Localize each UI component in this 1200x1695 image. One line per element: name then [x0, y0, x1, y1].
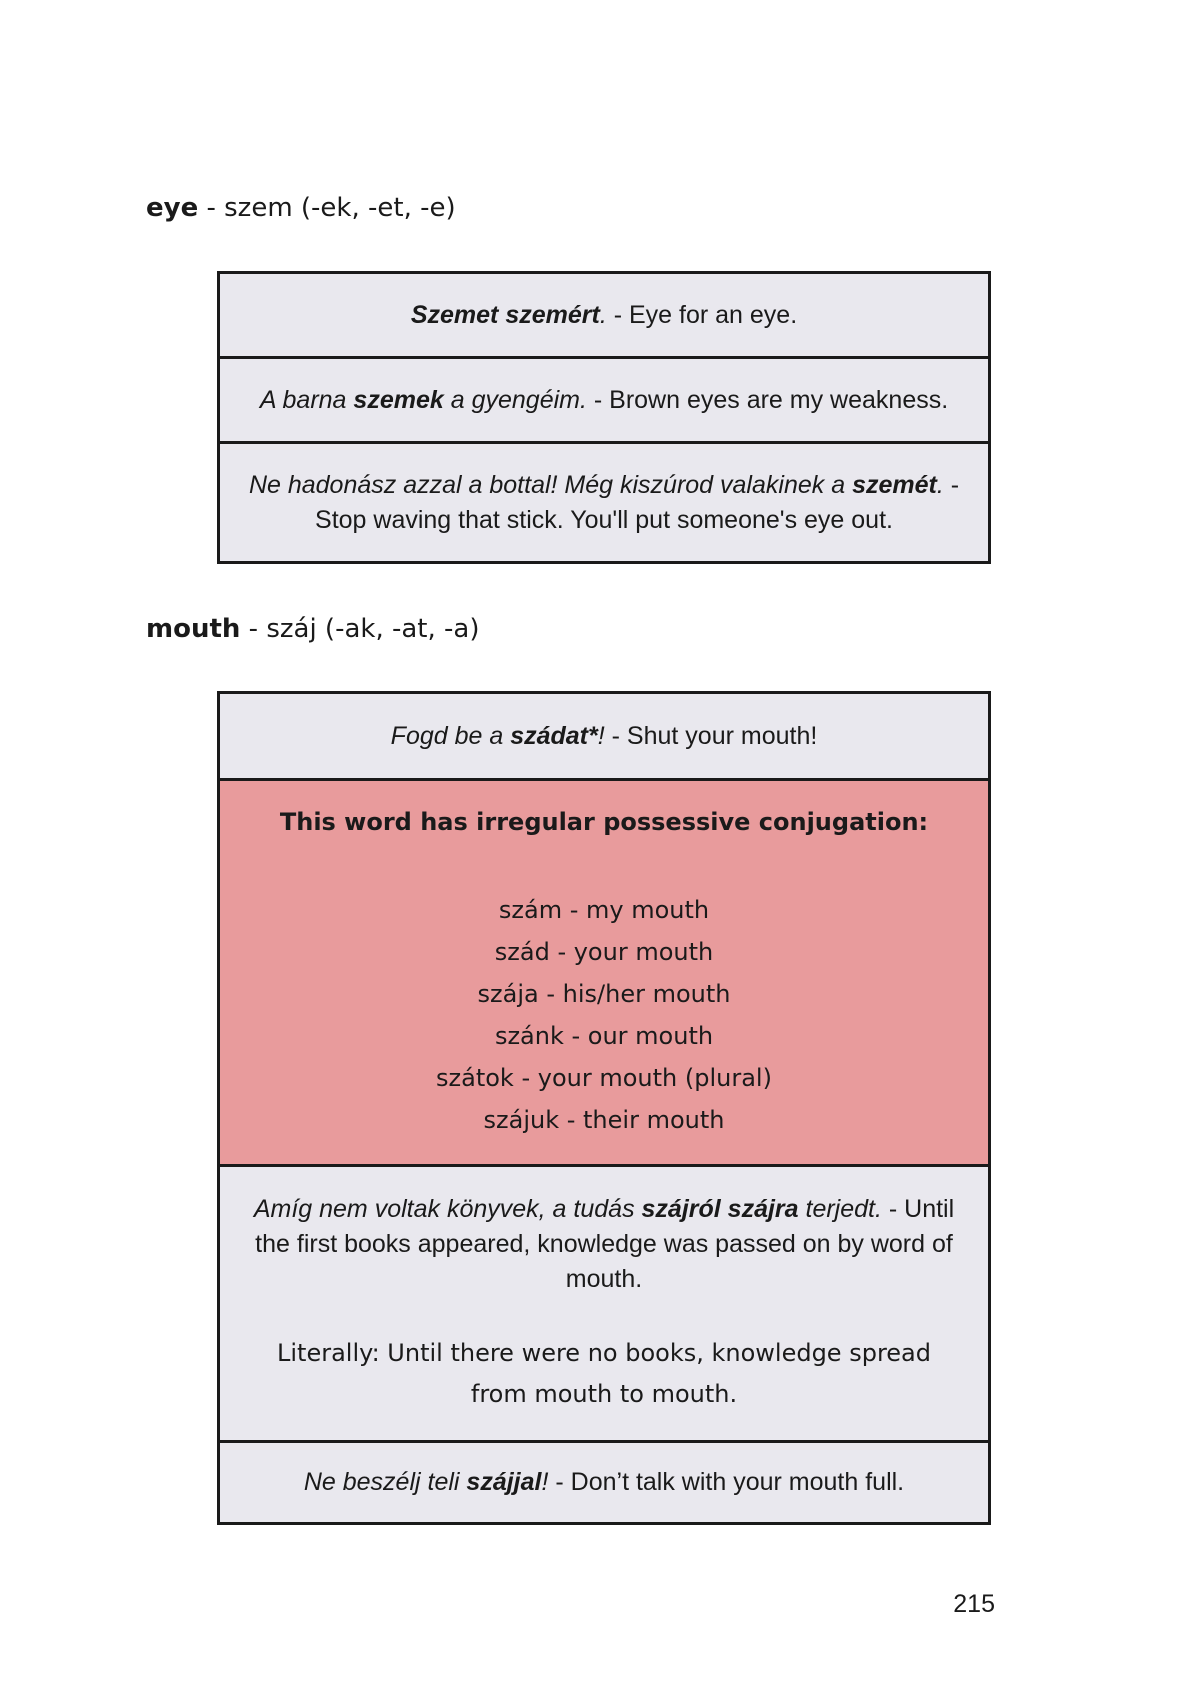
- example-sentence: [411, 298, 797, 333]
- example-row: [220, 694, 988, 778]
- english-translation: - Stop waving that stick. You'll put someone's eye out.: [315, 470, 960, 534]
- english-translation: - Eye for an eye.: [606, 300, 798, 329]
- hungarian-text: [260, 386, 587, 414]
- entry-heading-mouth: [146, 612, 479, 646]
- hungarian-post: !: [541, 1468, 549, 1496]
- example-box-eye: [217, 271, 991, 564]
- conjugation-title: This word has irregular possessive conjugation:: [279, 807, 929, 836]
- hungarian-keyword: szádat*: [510, 721, 598, 750]
- hungarian-pre: Ne beszélj teli: [303, 1468, 467, 1496]
- example-sentence: [234, 1192, 974, 1297]
- hungarian-text: [254, 1195, 882, 1223]
- entry-heading-eye: [146, 191, 456, 225]
- conjugation-note: [220, 778, 988, 1164]
- example-row: [220, 274, 988, 356]
- english-translation: - Until the first books appeared, knowledge was passed on by word of mouth.: [255, 1195, 955, 1293]
- entry-word: mouth: [146, 614, 241, 644]
- conjugation-line: szája - his/her mouth: [477, 979, 731, 1008]
- conjugation-line: szánk - our mouth: [494, 1021, 714, 1050]
- hungarian-text: [391, 722, 605, 750]
- hungarian-pre: Ne hadonász azzal a bottal! Még kiszúrod valakinek a: [248, 470, 853, 499]
- example-box-mouth: [217, 691, 991, 1525]
- example-sentence: [304, 1465, 904, 1500]
- example-row: [220, 1164, 988, 1440]
- example-sentence: [234, 468, 974, 538]
- english-translation: - Don’t talk with your mouth full.: [548, 1468, 905, 1496]
- hungarian-keyword: Szemet szemért: [410, 300, 600, 329]
- hungarian-post: !: [597, 721, 605, 750]
- example-sentence: [260, 383, 948, 418]
- entry-hungarian: - száj (-ak, -at, -a): [240, 614, 480, 644]
- example-sentence: [391, 719, 818, 754]
- conjugation-line: szájuk - their mouth: [483, 1105, 725, 1134]
- hungarian-post: a gyengéim.: [443, 385, 587, 414]
- hungarian-keyword: szemét: [852, 470, 937, 499]
- example-row: [220, 1440, 988, 1522]
- hungarian-text: [249, 471, 944, 499]
- conjugation-line: szátok - your mouth (plural): [436, 1063, 772, 1092]
- hungarian-post: terjedt.: [798, 1195, 882, 1223]
- literal-line: Literally: Until there were no books, knowledge spread: [277, 1339, 931, 1367]
- example-row: [220, 356, 988, 441]
- english-translation: - Brown eyes are my weakness.: [586, 385, 949, 414]
- hungarian-pre: Amíg nem voltak könyvek, a tudás: [253, 1195, 642, 1223]
- hungarian-post: .: [936, 470, 944, 499]
- page-number: 215: [953, 1590, 995, 1618]
- literal-translation: [277, 1333, 931, 1415]
- hungarian-keyword: szájról szájra: [641, 1195, 799, 1223]
- english-translation: - Shut your mouth!: [604, 721, 818, 750]
- hungarian-pre: A barna: [259, 385, 354, 414]
- example-row: [220, 441, 988, 561]
- hungarian-keyword: szájjal: [466, 1468, 542, 1496]
- conjugation-line: szád - your mouth: [494, 937, 714, 966]
- hungarian-keyword: szemek: [353, 385, 444, 414]
- literal-line: from mouth to mouth.: [470, 1380, 738, 1408]
- hungarian-pre: Fogd be a: [390, 721, 511, 750]
- hungarian-post: .: [599, 300, 607, 329]
- conjugation-line: szám - my mouth: [498, 895, 710, 924]
- hungarian-text: [411, 301, 607, 329]
- entry-hungarian: - szem (-ek, -et, -e): [198, 193, 456, 223]
- hungarian-text: [304, 1468, 549, 1496]
- entry-word: eye: [146, 193, 199, 223]
